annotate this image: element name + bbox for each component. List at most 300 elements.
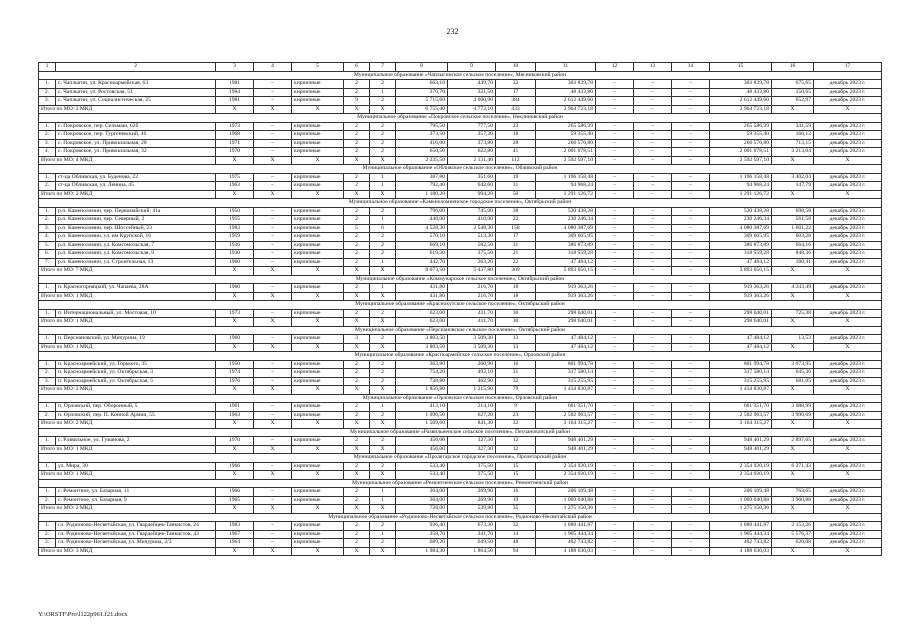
table-cell: – <box>596 403 634 412</box>
table-cell: Х <box>370 445 396 454</box>
table-cell: 2 <box>370 377 396 386</box>
table-cell: 725,38 <box>772 309 814 318</box>
table-cell: 59 355,40 <box>710 131 772 140</box>
table-cell: Х <box>254 267 292 276</box>
table-cell: декабрь 2023 г. <box>814 522 882 531</box>
municipality-section-row <box>39 275 882 284</box>
table-cell: 341,59 <box>772 122 814 131</box>
table-cell: с. Ремонтное, ул. Базарная, 11 <box>56 488 216 497</box>
table-cell: – <box>634 386 672 395</box>
building-row <box>39 216 882 225</box>
table-cell: 1964 <box>216 539 254 548</box>
table-cell: декабрь 2023 г. <box>814 258 882 267</box>
table-cell: – <box>596 80 634 89</box>
table-cell: кирпичные <box>292 216 344 225</box>
table-cell: 3 803,50 <box>396 335 448 344</box>
table-cell: – <box>672 250 710 259</box>
table-cell: кирпичные <box>292 522 344 531</box>
building-row <box>39 539 882 548</box>
table-cell: 1 601,22 <box>772 224 814 233</box>
table-cell: 31 <box>496 182 536 191</box>
table-cell: – <box>634 190 672 199</box>
table-cell: 448,00 <box>396 216 448 225</box>
table-cell: 1966 <box>216 488 254 497</box>
table-cell: 623,00 <box>396 309 448 318</box>
table-cell: 2 502 963,57 <box>710 411 772 420</box>
table-cell: 13 <box>496 343 536 352</box>
building-row <box>39 182 882 191</box>
table-cell: – <box>596 233 634 242</box>
table-cell: Х <box>254 547 292 556</box>
table-cell: Х <box>292 547 344 556</box>
table-cell: – <box>672 97 710 106</box>
table-cell: 6. <box>39 250 56 259</box>
table-cell: 266 576,80 <box>536 139 596 148</box>
table-cell: декабрь 2023 г. <box>814 360 882 369</box>
table-cell: декабрь 2023 г. <box>814 437 882 446</box>
table-cell: 375,50 <box>448 462 496 471</box>
table-cell: 1963 <box>216 182 254 191</box>
table-cell: кирпичные <box>292 411 344 420</box>
table-cell: 1 196 158,48 <box>536 173 596 182</box>
table-cell: 386 873,89 <box>710 241 772 250</box>
table-cell: 5. <box>39 241 56 250</box>
table-cell: – <box>672 445 710 454</box>
table-cell: Х <box>216 420 254 429</box>
table-cell: 649,50 <box>448 539 496 548</box>
table-cell: 1 <box>370 216 396 225</box>
table-cell: 1. <box>39 309 56 318</box>
table-cell: – <box>672 403 710 412</box>
table-cell: 410,00 <box>448 216 496 225</box>
table-cell: – <box>672 224 710 233</box>
table-cell: 1. <box>39 437 56 446</box>
table-cell: 17 <box>496 233 536 242</box>
table-cell: кирпичные <box>292 148 344 157</box>
table-cell: – <box>596 411 634 420</box>
table-cell: 318 559,28 <box>710 250 772 259</box>
table-cell: 5 576,37 <box>772 530 814 539</box>
table-cell: Х <box>772 105 814 114</box>
table-cell: декабрь 2023 г. <box>814 148 882 157</box>
municipality-section-row <box>39 165 882 174</box>
table-cell: 1974 <box>216 369 254 378</box>
table-cell: 689,20 <box>396 539 448 548</box>
table-cell: 2 001 078,51 <box>536 148 596 157</box>
table-cell: – <box>672 547 710 556</box>
table-cell: 582,50 <box>448 241 496 250</box>
table-cell: – <box>634 224 672 233</box>
table-cell: – <box>596 318 634 327</box>
table-cell: Х <box>254 292 292 301</box>
table-cell: 841,30 <box>448 420 496 429</box>
table-cell: 2 <box>344 539 370 548</box>
table-cell: – <box>672 241 710 250</box>
table-cell: 801 994,78 <box>710 360 772 369</box>
table-cell: 2. <box>39 182 56 191</box>
table-cell: – <box>596 386 634 395</box>
table-cell: кирпичные <box>292 207 344 216</box>
table-cell: – <box>672 267 710 276</box>
table-cell: – <box>596 139 634 148</box>
table-cell: Х <box>370 471 396 480</box>
page-number: 232 <box>446 27 459 36</box>
table-cell: 303 839,78 <box>710 80 772 89</box>
table-cell: 206 109,48 <box>710 488 772 497</box>
table-cell: 363,80 <box>396 360 448 369</box>
table-cell: кирпичные <box>292 224 344 233</box>
table-cell: – <box>634 80 672 89</box>
table-cell: 30 <box>496 318 536 327</box>
table-cell: Х <box>814 343 882 352</box>
table-cell: – <box>254 216 292 225</box>
table-cell: 796,00 <box>396 207 448 216</box>
table-cell: 230 246,34 <box>536 216 596 225</box>
table-cell: – <box>672 173 710 182</box>
table-cell: 8 073,50 <box>396 267 448 276</box>
table-cell: – <box>254 131 292 140</box>
table-cell: 18 <box>496 284 536 293</box>
table-cell: с. Покровское, пер. Сельмаш, 62б <box>56 122 216 131</box>
table-cell: Х <box>216 386 254 395</box>
building-row <box>39 284 882 293</box>
table-cell: 919 363,26 <box>536 292 596 301</box>
municipality-section-row <box>39 479 882 488</box>
total-label: Итого по МО: 2 МКД <box>39 190 216 199</box>
table-cell: Х <box>814 420 882 429</box>
table-cell: Х <box>254 445 292 454</box>
building-row <box>39 122 882 131</box>
table-cell: 4 243,49 <box>772 284 814 293</box>
table-cell: – <box>634 173 672 182</box>
table-cell: – <box>672 505 710 514</box>
table-cell: – <box>672 318 710 327</box>
table-cell: 1. <box>39 488 56 497</box>
table-cell: – <box>596 547 634 556</box>
table-cell: 1 215,90 <box>448 386 496 395</box>
municipality-total-row <box>39 267 882 276</box>
table-cell: 375,50 <box>448 250 496 259</box>
table-cell: – <box>634 471 672 480</box>
table-cell: 2 548,30 <box>448 224 496 233</box>
building-row <box>39 377 882 386</box>
total-label: Итого по МО: 2 МКД <box>39 505 216 514</box>
table-cell: Х <box>772 471 814 480</box>
table-cell: 402 743,82 <box>536 539 596 548</box>
building-row <box>39 360 882 369</box>
table-cell: 364,00 <box>396 496 448 505</box>
building-row <box>39 148 882 157</box>
table-cell: 94 968,24 <box>536 182 596 191</box>
table-cell: Х <box>344 105 370 114</box>
table-cell: Х <box>216 292 254 301</box>
table-cell: 3. <box>39 224 56 233</box>
table-cell: 2. <box>39 216 56 225</box>
table-cell: – <box>596 343 634 352</box>
table-cell: – <box>634 445 672 454</box>
table-cell: – <box>672 182 710 191</box>
column-number: 2 <box>56 63 216 72</box>
table-cell: 2 964 723,18 <box>536 105 596 114</box>
table-cell: 513,30 <box>448 233 496 242</box>
table-cell: 263,20 <box>448 258 496 267</box>
table-cell: декабрь 2023 г. <box>814 309 882 318</box>
table-cell: 492,10 <box>448 369 496 378</box>
table-cell: – <box>672 522 710 531</box>
table-cell: 2 <box>344 284 370 293</box>
table-cell: Х <box>254 156 292 165</box>
building-row <box>39 522 882 531</box>
table-cell: Х <box>772 343 814 352</box>
table-cell: 47 484,12 <box>710 343 772 352</box>
table-cell: Х <box>292 105 344 114</box>
municipality-total-row <box>39 105 882 114</box>
table-cell: 13,53 <box>772 335 814 344</box>
table-cell: – <box>634 335 672 344</box>
table-cell: 147,79 <box>772 182 814 191</box>
table-cell: 1 984,30 <box>396 547 448 556</box>
table-cell: – <box>672 156 710 165</box>
table-cell: – <box>596 522 634 531</box>
table-cell: 1961 <box>216 403 254 412</box>
table-cell: Х <box>216 156 254 165</box>
table-cell: 2 <box>370 139 396 148</box>
table-cell: декабрь 2023 г. <box>814 88 882 97</box>
table-cell: – <box>254 233 292 242</box>
table-cell: 4 080 387,69 <box>536 224 596 233</box>
table-cell: декабрь 2023 г. <box>814 216 882 225</box>
table-cell: п. Красноармейский, ул. Горького, 35 <box>56 360 216 369</box>
table-cell: Х <box>814 445 882 454</box>
table-cell: 32 <box>496 522 536 531</box>
table-cell: декабрь 2023 г. <box>814 250 882 259</box>
table-cell: – <box>596 445 634 454</box>
table-cell: Х <box>344 292 370 301</box>
table-cell: 2 <box>344 360 370 369</box>
table-cell: 2 <box>344 139 370 148</box>
column-number: 11 <box>536 63 596 72</box>
table-cell: с. Развильное, ул. Гуманова, 2 <box>56 437 216 446</box>
table-cell: 2 <box>344 462 370 471</box>
table-cell: декабрь 2023 г. <box>814 131 882 140</box>
table-cell: Х <box>344 318 370 327</box>
column-number: 1 <box>39 63 56 72</box>
table-cell: – <box>634 258 672 267</box>
table-cell: 47 484,12 <box>536 335 596 344</box>
table-cell: – <box>634 403 672 412</box>
table-cell: – <box>634 182 672 191</box>
column-number: 7 <box>370 63 396 72</box>
table-cell: кирпичные <box>292 122 344 131</box>
table-cell: с. Чаплыгин, ул. Красноармейская, 63 <box>56 80 216 89</box>
table-cell: Х <box>344 471 370 480</box>
table-cell: 2 502 963,57 <box>536 411 596 420</box>
municipality-total-row <box>39 505 882 514</box>
table-cell: 1 <box>370 488 396 497</box>
table-cell: 1950 <box>216 207 254 216</box>
table-cell: декабрь 2023 г. <box>814 539 882 548</box>
table-cell: 627,20 <box>448 411 496 420</box>
table-cell: кирпичные <box>292 88 344 97</box>
table-cell: 1960 <box>216 258 254 267</box>
table-cell: 1960 <box>216 284 254 293</box>
table-body <box>39 63 882 556</box>
table-cell: 1 180,20 <box>396 190 448 199</box>
table-cell: 533,40 <box>396 471 448 480</box>
table-cell: р.п. Каменоломни, ул. Комсомольская, 9 <box>56 250 216 259</box>
building-row <box>39 207 882 216</box>
table-cell: кирпичные <box>292 377 344 386</box>
total-label: Итого по МО: 1 МКД <box>39 318 216 327</box>
table-cell: – <box>596 173 634 182</box>
table-cell: 2 354 920,19 <box>536 462 596 471</box>
table-cell: 2 <box>370 360 396 369</box>
table-cell: 3 <box>344 335 370 344</box>
table-cell: 1. <box>39 335 56 344</box>
table-cell: 3 164 315,27 <box>536 420 596 429</box>
table-cell: 2 131,40 <box>448 156 496 165</box>
municipality-total-row <box>39 156 882 165</box>
table-cell: 2 <box>344 377 370 386</box>
table-cell: 2 <box>344 437 370 446</box>
table-cell: 1 275 150,36 <box>710 505 772 514</box>
table-cell: 2. <box>39 131 56 140</box>
table-cell: Х <box>814 292 882 301</box>
table-cell: 47 484,12 <box>536 343 596 352</box>
table-cell: 663,10 <box>396 80 448 89</box>
table-cell: 1 <box>370 173 396 182</box>
table-cell: 206 109,48 <box>536 488 596 497</box>
table-cell: 341,70 <box>448 530 496 539</box>
table-cell: Х <box>344 386 370 395</box>
table-cell: декабрь 2023 г. <box>814 377 882 386</box>
table-cell: 298 640,01 <box>536 309 596 318</box>
table-cell: – <box>634 360 672 369</box>
table-cell: 5 437,80 <box>448 267 496 276</box>
table-cell: – <box>596 224 634 233</box>
table-cell: 1970 <box>216 148 254 157</box>
table-cell: 1. <box>39 403 56 412</box>
table-cell: кирпичные <box>292 131 344 140</box>
table-cell: с. Чаплыгин, ул. Ростовская, 51 <box>56 88 216 97</box>
table-cell: 1970 <box>216 437 254 446</box>
table-cell: 2 354 920,19 <box>710 462 772 471</box>
table-cell: 309 <box>496 267 536 276</box>
table-cell: 449,70 <box>448 80 496 89</box>
table-cell: 431,80 <box>396 284 448 293</box>
table-cell: 2 <box>344 522 370 531</box>
table-cell: – <box>634 496 672 505</box>
table-cell: 3 088,99 <box>772 403 814 412</box>
table-cell: 2 <box>344 233 370 242</box>
table-cell: Х <box>370 343 396 352</box>
table-cell: – <box>254 411 292 420</box>
table-cell: 48 <box>496 539 536 548</box>
table-cell: – <box>634 462 672 471</box>
municipality-total-row <box>39 445 882 454</box>
table-cell: Х <box>772 292 814 301</box>
table-cell: – <box>634 97 672 106</box>
table-cell: 112 <box>496 156 536 165</box>
column-number: 17 <box>814 63 882 72</box>
table-cell: 1 880 441,87 <box>536 522 596 531</box>
table-cell: Х <box>254 318 292 327</box>
table-cell: – <box>672 139 710 148</box>
table-cell: 1984 <box>216 88 254 97</box>
table-cell: 1 069 040,88 <box>536 496 596 505</box>
municipality-section-row <box>39 428 882 437</box>
table-cell: 18 <box>496 131 536 140</box>
table-cell: п. Красногорняцкий, ул. Чапаева, 28А <box>56 284 216 293</box>
table-cell: – <box>634 437 672 446</box>
table-cell: с. Ремонтное, ул. Базарная, 9 <box>56 496 216 505</box>
table-cell: – <box>672 411 710 420</box>
table-cell: 317 580,14 <box>710 369 772 378</box>
table-cell: 19 <box>496 173 536 182</box>
table-cell: п. Персиановский, ул. Мичурина, 19 <box>56 335 216 344</box>
table-cell: 3 402,04 <box>772 173 814 182</box>
table-cell: 623,00 <box>396 318 448 327</box>
table-cell: Х <box>216 267 254 276</box>
table-cell: 386 873,89 <box>536 241 596 250</box>
table-cell: 948 401,29 <box>710 445 772 454</box>
table-cell: 2 354 920,19 <box>536 471 596 480</box>
table-cell: 309 665,95 <box>710 233 772 242</box>
table-cell: 2 592 597,10 <box>536 156 596 165</box>
table-cell: – <box>672 496 710 505</box>
table-cell: 1973 <box>216 309 254 318</box>
table-cell: п. Красноармейский, ул. Октябрьская, 5 <box>56 377 216 386</box>
table-cell: Х <box>254 343 292 352</box>
table-cell: 315 255,95 <box>536 377 596 386</box>
table-cell: – <box>672 386 710 395</box>
table-cell: 2. <box>39 369 56 378</box>
table-cell: – <box>634 139 672 148</box>
table-cell: 402 743,82 <box>710 539 772 548</box>
table-cell: – <box>254 496 292 505</box>
table-cell: – <box>672 207 710 216</box>
table-cell: 1976 <box>216 377 254 386</box>
table-cell: 1973 <box>216 122 254 131</box>
building-row <box>39 241 882 250</box>
table-cell: – <box>596 207 634 216</box>
table-cell: 1971 <box>216 139 254 148</box>
table-cell: 3. <box>39 377 56 386</box>
table-cell: 1 196 158,48 <box>710 173 772 182</box>
table-cell: декабрь 2023 г. <box>814 496 882 505</box>
table-cell: – <box>596 241 634 250</box>
building-row <box>39 258 882 267</box>
table-cell: 1 <box>370 258 396 267</box>
table-cell: 2 <box>370 207 396 216</box>
table-cell: 2 <box>370 250 396 259</box>
table-cell: 539,80 <box>448 505 496 514</box>
table-cell: 16 <box>496 488 536 497</box>
table-cell: – <box>672 88 710 97</box>
table-cell: 384 <box>496 97 536 106</box>
table-cell: – <box>254 403 292 412</box>
municipality-title: Муниципальное образование «Пролетарское городское поселение», Пролетарский район <box>39 454 882 463</box>
table-cell: 603,28 <box>772 233 814 242</box>
municipality-section-row <box>39 326 882 335</box>
table-cell: 94 <box>496 547 536 556</box>
table-cell: р.п. Каменоломни, ул. Строительная, 13 <box>56 258 216 267</box>
table-cell: 4. <box>39 148 56 157</box>
table-cell: – <box>672 462 710 471</box>
column-number: 14 <box>672 63 710 72</box>
table-cell: – <box>672 216 710 225</box>
table-cell: – <box>596 420 634 429</box>
